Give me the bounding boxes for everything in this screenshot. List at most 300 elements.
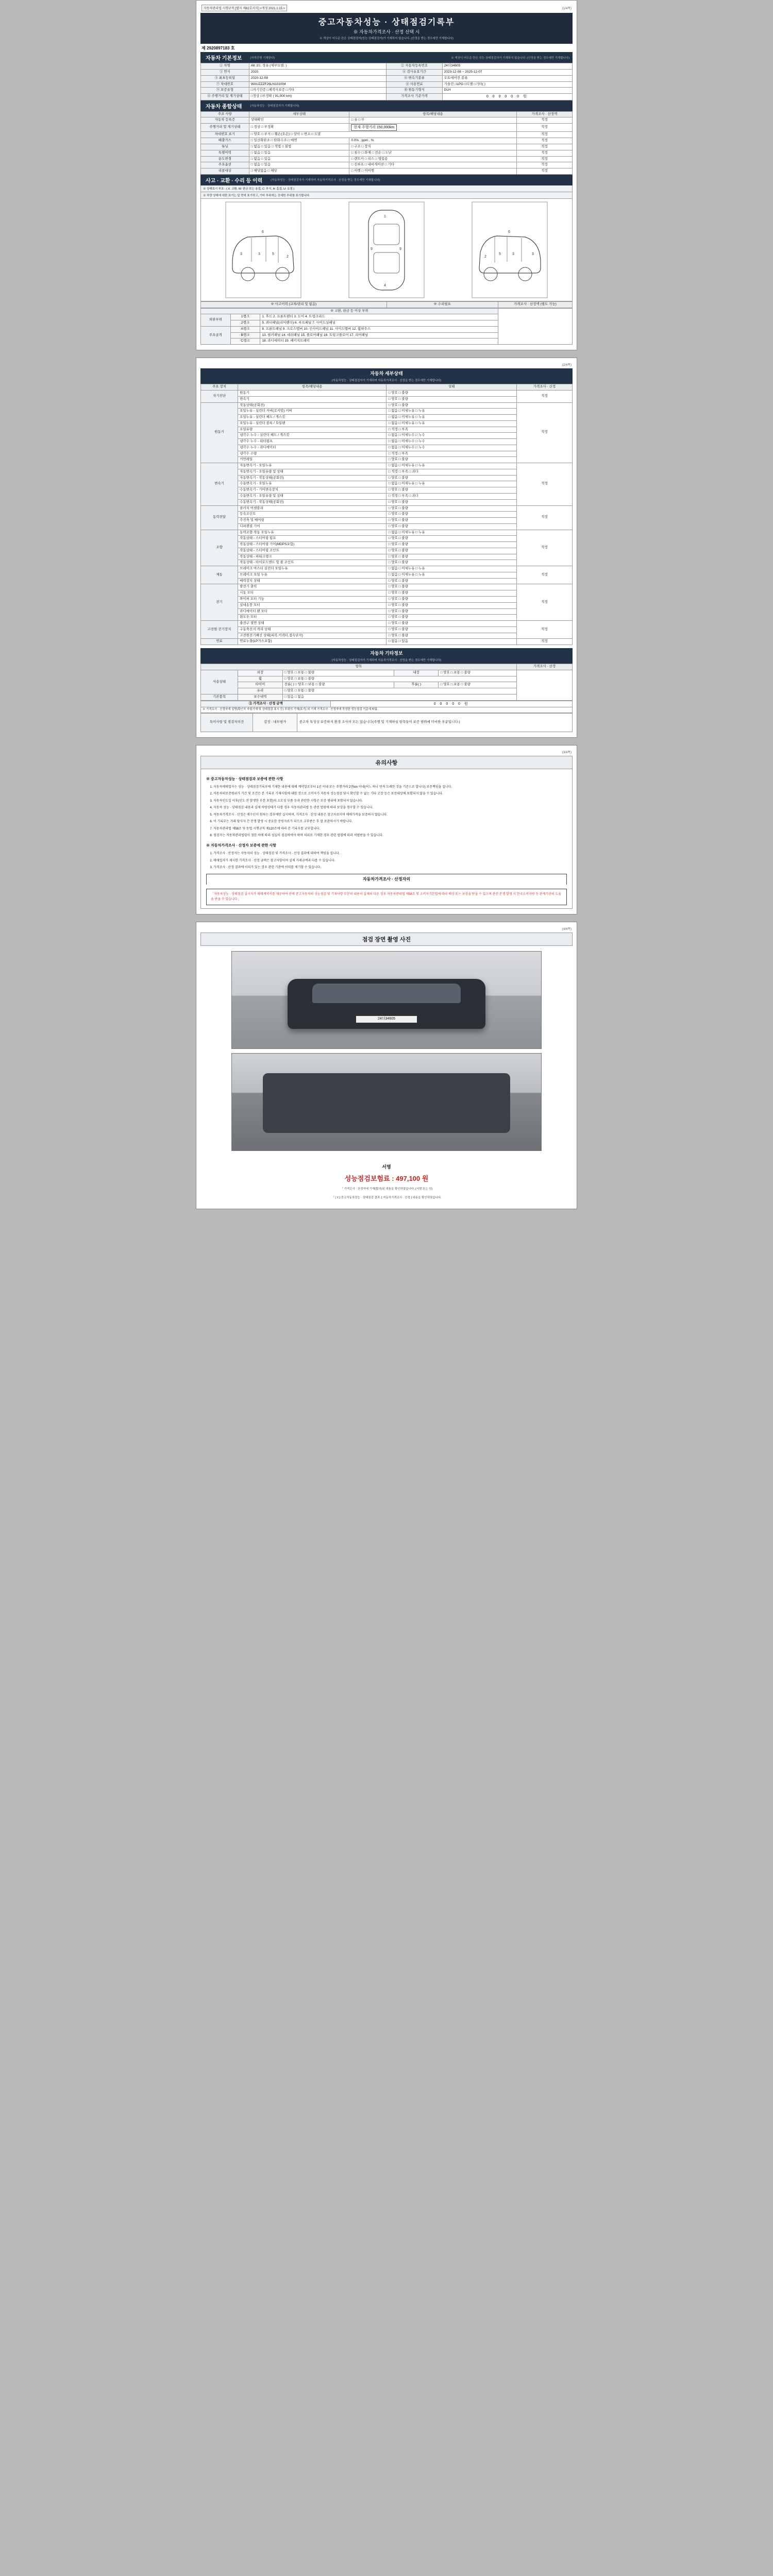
notice-item: 6. 이 기록부는 거래 당사자 간 분쟁 발생 시 중요한 증빙자료가 되므로 교부받은 후 잘 보관하시기 바랍니다. bbox=[213, 819, 567, 825]
detail-item-state[interactable]: □ 양호 □ 불량 bbox=[386, 518, 516, 524]
detail-item-label: 변속기 bbox=[238, 396, 386, 402]
detail-item-state[interactable]: □ 양호 □ 불량 bbox=[386, 505, 516, 512]
basic-value-5: 2020-12-08 bbox=[249, 75, 386, 81]
overall-key-9: 리콜대상 bbox=[201, 168, 249, 175]
detail-item-state[interactable]: □ 양호 □ 불량 bbox=[386, 578, 516, 584]
overall-sub-8[interactable]: □ 없음 □ 있음 bbox=[249, 162, 349, 168]
rank-items-4[interactable]: 13. 필러패널 14. 대쉬패널 15. 플로어패널 16. 트렁크플로어 17. 리어패널 bbox=[260, 332, 498, 338]
detail-item-label: 수동변속기 - 기어변속장치 bbox=[238, 487, 386, 494]
detail-item-label: 동력조향 작동 오일누유 bbox=[238, 530, 386, 536]
car-top-view-diagram bbox=[348, 201, 425, 299]
detail-state-table bbox=[200, 384, 573, 645]
license-plate: 24더34605 bbox=[356, 1015, 417, 1023]
svg-text:2: 2 bbox=[484, 255, 486, 259]
detail-col-3: 상태 bbox=[386, 384, 516, 391]
page-1 bbox=[196, 0, 577, 350]
table-row bbox=[201, 132, 573, 138]
detail-group-6: 전기 bbox=[201, 584, 238, 621]
overall-price-9: 적정 bbox=[516, 168, 572, 175]
other-price-cell bbox=[516, 670, 572, 700]
table-row bbox=[201, 124, 573, 132]
overall-state-table bbox=[200, 111, 573, 175]
notice-item: 1. 가격조사 · 산정자는 자동차의 성능 · 상태점검 및 가격조사 · 산정 결과에 대하여 책임을 집니다. bbox=[213, 851, 567, 857]
signature-label: 서명 bbox=[382, 1164, 391, 1170]
overall-sub-1[interactable]: 상태확인 bbox=[249, 117, 349, 124]
detail-item-label: 자동변속기 - 작동상태(공회전) bbox=[238, 475, 386, 481]
detail-item-label: 충전구 절연 상태 bbox=[238, 621, 386, 627]
detail-item-state[interactable]: □ 양호 □ 불량 bbox=[386, 542, 516, 548]
table-row bbox=[201, 168, 573, 175]
overall-sub-9[interactable]: □ 해당없음 □ 해당 bbox=[249, 168, 349, 175]
basic-section-note: ※ 색상이 어두운 란은 성능·상태점검자가 기재하지 않습니다. (산정을 받는 경우에만 기재합니다) bbox=[451, 56, 569, 60]
detail-item-state[interactable]: □ 없음 □ 미세누유 □ 누유 bbox=[386, 530, 516, 536]
basic-label-3: ③ 연식 bbox=[201, 70, 249, 76]
rank-label-4: B랭크 bbox=[230, 332, 260, 338]
table-row bbox=[201, 701, 573, 707]
detail-item-state[interactable]: □ 양호 □ 불량 bbox=[386, 396, 516, 402]
basic-value-11: □정상 □부정확 ( 91,000 km) bbox=[249, 94, 386, 100]
basic-value-1: AK 3도 경유 (세부모델: ) bbox=[249, 63, 386, 70]
page-title: 중고자동차성능 · 상태점검기록부 bbox=[318, 18, 455, 27]
table-row bbox=[201, 88, 573, 94]
page-2-header bbox=[200, 361, 573, 368]
page-4-header bbox=[200, 925, 573, 933]
table-row bbox=[201, 530, 573, 536]
detail-item-state[interactable]: □ 양호 □ 불량 bbox=[386, 554, 516, 560]
other-col-3: 가격조사 · 산정 bbox=[516, 664, 572, 670]
detail-item-state[interactable]: □ 양호 □ 불량 bbox=[386, 499, 516, 505]
overall-detail-1[interactable]: □ 유 □ 무 bbox=[349, 117, 516, 124]
detail-group-1: 원동기 bbox=[201, 402, 238, 463]
overall-detail-6[interactable]: □ 침수 □ 화재 □ 전손 □ 도난 bbox=[349, 150, 516, 156]
overall-key-3: 차대번호 표기 bbox=[201, 132, 249, 138]
table-row bbox=[201, 707, 573, 713]
photos-footnote-2: 「 [ Y ] 중고자동차성능 · 상태점검 결과, [ 자동차가격조사 · 산정 ] 내용을 확인하였습니다. bbox=[331, 1196, 442, 1199]
detail-price-cell: 적정 bbox=[516, 402, 572, 463]
detail-item-state[interactable]: □ 적정 □ 부족 bbox=[386, 427, 516, 433]
rank-label-1: 1랭크 bbox=[230, 314, 260, 320]
svg-text:5: 5 bbox=[498, 252, 501, 256]
vehicle-damage-diagram[interactable] bbox=[200, 199, 573, 301]
basic-value-6: 오토에어컨 종류 bbox=[442, 75, 572, 81]
detail-col-4: 가격조사 · 산정 bbox=[516, 384, 572, 391]
overall-col-3: 항목/해당내용 bbox=[349, 111, 516, 117]
overall-price-4: 적정 bbox=[516, 138, 572, 144]
overall-detail-9[interactable]: □ 이행 □ 미이행 bbox=[349, 168, 516, 175]
basic-value-10: DLH bbox=[442, 88, 572, 94]
table-header-row bbox=[201, 384, 573, 391]
other-group-1: 사용상태 bbox=[201, 670, 238, 694]
overall-price-5: 적정 bbox=[516, 144, 572, 150]
svg-text:3: 3 bbox=[258, 252, 261, 256]
overall-price-8: 적정 bbox=[516, 162, 572, 168]
special-sublabel: 감정 · 내부평가 bbox=[253, 713, 297, 732]
detail-item-state[interactable]: □ 양호 □ 불량 bbox=[386, 602, 516, 608]
detail-item-state[interactable]: □ 없음 □ 미세누유 □ 누유 bbox=[386, 463, 516, 469]
rank-items-2[interactable]: 5. 쿼터패널(리어펜더) 6. 루프패널 7. 사이드실패널 bbox=[260, 320, 498, 327]
basic-value-2: 24더34605 bbox=[442, 63, 572, 70]
basic-label-8: ⑧ 사용연료 bbox=[386, 81, 442, 88]
table-row bbox=[201, 639, 573, 645]
svg-text:9: 9 bbox=[370, 247, 373, 251]
table-row bbox=[201, 402, 573, 409]
detail-item-label: 디퍼렌셜 기어 bbox=[238, 523, 386, 530]
detail-item-state[interactable]: □ 없음 □ 미세누유 □ 누유 bbox=[386, 409, 516, 415]
other-state-4[interactable]: □ 양호 □ 보통 □ 불량 bbox=[282, 688, 516, 694]
table-row bbox=[201, 144, 573, 150]
table-row bbox=[201, 94, 573, 100]
other-state-3[interactable]: 전륜( ) □ 양호 □ 보통 □ 불량 bbox=[282, 682, 394, 688]
detail-item-label: 연료누출(LP가스포함) bbox=[238, 639, 386, 645]
rank-items-1[interactable]: 1. 후드 2. 프론트펜더 3. 도어 4. 트렁크리드 bbox=[260, 314, 498, 320]
detail-item-state[interactable]: □ 없음 □ 미세누유 □ 누유 bbox=[386, 572, 516, 578]
svg-text:3: 3 bbox=[512, 252, 514, 256]
detail-item-label: 냉각수 누수 - 워터펌프 bbox=[238, 439, 386, 445]
detail-price-cell: 적정 bbox=[516, 390, 572, 402]
overall-sub-5[interactable]: □ 없음 □ 있음 □ 적법 □ 불법 bbox=[249, 144, 349, 150]
section-band-accident bbox=[200, 175, 573, 185]
table-row bbox=[201, 117, 573, 124]
form-legal-note: 자동차관리법 시행규칙 [별지 제82호서식] <개정 2021.1.15.> bbox=[201, 5, 287, 11]
page-1-header bbox=[200, 4, 573, 13]
other-item-1b: 내장 bbox=[394, 670, 439, 676]
overall-detail-5[interactable]: □ 구조 □ 장치 bbox=[349, 144, 516, 150]
detail-item-state[interactable]: □ 없음 □ 미세누수 □ 누수 bbox=[386, 445, 516, 451]
detail-item-label: 냉각수 누수 - 실린더 헤드 / 개스킷 bbox=[238, 433, 386, 439]
notice-list-2 bbox=[213, 851, 567, 871]
svg-text:3: 3 bbox=[531, 252, 534, 256]
detail-item-label: 냉각수 수량 bbox=[238, 451, 386, 457]
detail-item-label: 수동변속기 - 작동상태(공회전) bbox=[238, 499, 386, 505]
other-item-3: 타이어 bbox=[238, 682, 283, 688]
rank-items-5[interactable]: 18. 라디에이터 19. 패키지트레이 bbox=[260, 338, 498, 345]
overall-price-2: 적정 bbox=[516, 124, 572, 132]
detail-item-label: 등속조인트 bbox=[238, 512, 386, 518]
detail-item-state[interactable]: □ 양호 □ 불량 bbox=[386, 487, 516, 494]
basic-value-9: □자기인증 □제작사보증 □기타 bbox=[249, 88, 386, 94]
table-row bbox=[201, 670, 573, 676]
table-row bbox=[201, 75, 573, 81]
detail-item-state[interactable]: □ 양호 □ 불량 bbox=[386, 390, 516, 396]
detail-item-state[interactable]: □ 없음 □ 미세누유 □ 누유 bbox=[386, 420, 516, 427]
page-number-2: (2/4쪽) bbox=[562, 364, 572, 367]
detail-item-label: 작동상태 - 스티어링 펌프 bbox=[238, 536, 386, 542]
basic-value-4: 2023-12-08 ~ 2025-12-07 bbox=[442, 70, 572, 76]
other-item-4: 유리 bbox=[238, 688, 283, 694]
detail-item-label: 작동상태 - 타이로드엔드 및 볼 조인트 bbox=[238, 560, 386, 566]
notice-body bbox=[200, 769, 573, 909]
detail-item-label: 작동상태(공회전) bbox=[238, 402, 386, 409]
overall-sub-6[interactable]: □ 없음 □ 있음 bbox=[249, 150, 349, 156]
other-group-2: 기본품목 bbox=[201, 694, 238, 700]
table-row bbox=[201, 621, 573, 627]
detail-col-1: 주요 장치 bbox=[201, 384, 238, 391]
overall-price-6: 적정 bbox=[516, 150, 572, 156]
basic-value-7: WAUZZZF26LN101004 bbox=[249, 81, 386, 88]
svg-text:6: 6 bbox=[262, 230, 264, 234]
accident-note-2: ※ 차량 상태에 대한 표기는 앞 면에 표기하고, 기타 부위에는 상세한 부위를 표기합니다. bbox=[200, 192, 573, 199]
detail-section-subtitle: (자동차성능 · 상태점검자가 기재하며 자동차가격조사 · 산정을 받는 경우에만 기재합니다) bbox=[200, 378, 573, 384]
detail-item-state[interactable]: □ 양호 □ 불량 bbox=[386, 512, 516, 518]
overall-key-5: 튜닝 bbox=[201, 144, 249, 150]
overall-price-3: 적정 bbox=[516, 132, 572, 138]
other-state-2[interactable]: □ 양호 □ 보통 □ 불량 bbox=[282, 676, 516, 682]
other-state-1b[interactable]: □ 양호 □ 보통 □ 불량 bbox=[439, 670, 516, 676]
svg-text:3: 3 bbox=[240, 252, 243, 256]
inspection-photo-underbody[interactable] bbox=[231, 1053, 542, 1151]
overall-price-1: 적정 bbox=[516, 117, 572, 124]
detail-item-label: 와이퍼 모터 기능 bbox=[238, 597, 386, 603]
inspection-photo-front[interactable] bbox=[231, 951, 542, 1049]
svg-text:1: 1 bbox=[383, 214, 386, 218]
accident-legend-mid: ※ 수리필요 bbox=[386, 301, 498, 308]
overall-key-1: 자동차 등록증 bbox=[201, 117, 249, 124]
overall-sub-3[interactable]: □ 양호 □ 부식 □ 훼손(오손) □ 상이 □ 변조 □ 도말 bbox=[249, 132, 516, 138]
overall-sub-4[interactable]: □ 일산화탄소 □ 탄화수소 □ 매연 bbox=[249, 138, 349, 144]
table-row bbox=[201, 584, 573, 590]
other-item-1: 외장 bbox=[238, 670, 283, 676]
detail-item-label: 작동상태 - 스티어링 조인트 bbox=[238, 548, 386, 554]
detail-item-state[interactable]: □ 양호 □ 불량 bbox=[386, 633, 516, 639]
other-item-3b: 후륜( ) bbox=[394, 682, 439, 688]
detail-item-state[interactable]: □ 없음 □ 있음 bbox=[386, 639, 516, 645]
overall-detail-4[interactable]: 0.0% , ppm , % bbox=[349, 138, 516, 144]
notice-item: 2. 자동차의보증범위가 기간 및 조건은 본 기록부 기재사항에 대한 것으로 소비자가 자동차 성능점검 당시 확인할 수 없는 기타 고장 등은 보증대상에 포함되지 않을 수 있습니다. bbox=[213, 791, 567, 797]
notice-item: 3. 가격조사 · 산정 결과에 이의가 있는 경우 관련 기관에 이의를 제기할 수 있습니다. bbox=[213, 865, 567, 871]
detail-group-8: 연료 bbox=[201, 639, 238, 645]
detail-item-state[interactable]: □ 적정 □ 부족 bbox=[386, 451, 516, 457]
detail-item-label: 실내송풍 모터 bbox=[238, 602, 386, 608]
overall-col-2: 세부상태 bbox=[249, 111, 349, 117]
detail-item-label: 수동변속기 - 오일유량 및 상태 bbox=[238, 493, 386, 499]
detail-item-state[interactable]: □ 없음 □ 미세누수 □ 누수 bbox=[386, 433, 516, 439]
basic-label-1: ① 차명 bbox=[201, 63, 249, 70]
overall-key-8: 주요옵션 bbox=[201, 162, 249, 168]
document-number-label: 제 bbox=[201, 46, 206, 51]
basic-section-title: 자동차 기본정보 bbox=[206, 56, 242, 62]
detail-item-label: 발전기 출력 bbox=[238, 584, 386, 590]
svg-text:2: 2 bbox=[287, 255, 289, 259]
table-row bbox=[201, 63, 573, 70]
overall-sub-2[interactable]: □ 정상 □ 부정확 bbox=[249, 124, 349, 132]
table-row bbox=[201, 138, 573, 144]
rank-label-3: A랭크 bbox=[230, 326, 260, 332]
detail-item-label: 브레이크 마스터 실린더 오일누유 bbox=[238, 566, 386, 572]
notice-item: 7. 자동차관리법 제58조 및 동법 시행규칙 제120조에 따라 본 기록부를 교부합니다. bbox=[213, 826, 567, 832]
car-window-shape bbox=[312, 984, 461, 1003]
fee-note: ※ 가격조사 · 산정자에 설명(확인자 자필기재 및 상태점검 표시 등) 부위의 기재(표기) 외 기재 가격조사 · 산정자에 작성한 성능점검 기준에 따름 bbox=[201, 707, 573, 713]
notice-heading-1: ※ 중고자동차성능 · 상태점검과 보증에 관한 사항 bbox=[206, 777, 283, 781]
detail-item-label: 원동기 bbox=[238, 390, 386, 396]
basic-section-subtitle: (자격증명 기재한다) bbox=[250, 56, 275, 60]
detail-item-state[interactable]: □ 양호 □ 불량 bbox=[386, 615, 516, 621]
document-title-block bbox=[200, 13, 573, 44]
detail-item-state[interactable]: □ 없음 □ 미세누수 □ 누수 bbox=[386, 439, 516, 445]
fee-value: 0 0 0 0 0 원 bbox=[331, 701, 573, 707]
detail-item-label: 오일누유 - 실린더 블록 / 오일팬 bbox=[238, 420, 386, 427]
table-header-row bbox=[201, 664, 573, 670]
table-row bbox=[201, 566, 573, 572]
detail-item-label: 작동상태 - 스티어링 기어(MDPS포함) bbox=[238, 542, 386, 548]
overall-section-title: 자동차 종합상태 bbox=[206, 104, 242, 110]
detail-item-label: 커먼레일 bbox=[238, 457, 386, 463]
notice-list-1 bbox=[213, 785, 567, 839]
detail-item-state[interactable]: □ 양호 □ 불량 bbox=[386, 402, 516, 409]
page-subtitle: ※ 자동차가격조사 · 산정 선택 시 bbox=[353, 29, 420, 35]
detail-item-state[interactable]: □ 양호 □ 불량 bbox=[386, 626, 516, 633]
accident-price-cell bbox=[498, 308, 572, 345]
table-row bbox=[201, 70, 573, 76]
detail-item-state[interactable]: □ 적정 □ 부족 □ 과다 bbox=[386, 493, 516, 499]
notice-item: 4. 자동차 성능 · 상태점검 내용과 실제 차량상태가 다를 경우 자동차관리법 등 관련 법령에 따라 보상을 청구할 수 있습니다. bbox=[213, 805, 567, 811]
rank-items-3[interactable]: 8. 프론트패널 9. 크로스멤버 10. 인사이드패널 11. 사이드멤버 12. 휠하우스 bbox=[260, 326, 498, 332]
rank-label-2: 2랭크 bbox=[230, 320, 260, 327]
table-row bbox=[201, 81, 573, 88]
detail-item-label: 냉각수 누수 - 라디에이터 bbox=[238, 445, 386, 451]
detail-item-state[interactable]: □ 양호 □ 불량 bbox=[386, 584, 516, 590]
car-underbody-shape bbox=[263, 1073, 510, 1133]
detail-item-label: 오일유량 bbox=[238, 427, 386, 433]
table-row bbox=[201, 463, 573, 469]
detail-section-title: 자동차 세부상태 bbox=[200, 368, 573, 378]
notice-item: 3. 자동차인도일 이후(인도 전 발생한 부분 포함)의 소모성 부품 등과 관련한 사항은 보증 범위에 포함되지 않습니다. bbox=[213, 799, 567, 804]
detail-item-state[interactable]: □ 양호 □ 불량 bbox=[386, 523, 516, 530]
table-row bbox=[201, 713, 573, 732]
notice-item: 5. 자동차가격조사 · 산정은 매수인이 원하는 경우에만 실시하며, 가격조사 · 산정 내용은 참고자료이며 매매가격을 보증하지 않습니다. bbox=[213, 812, 567, 818]
other-state-5[interactable]: □ 있음 □ 없음 bbox=[282, 694, 516, 700]
detail-item-label: 구동축전지 격리 상태 bbox=[238, 626, 386, 633]
accident-section-subtitle: (자동차성능 · 상태점검자가 기재하며 자동차가격조사 · 산정을 받는 경우에만 기재합니다) bbox=[271, 179, 380, 182]
basic-label-9: ⑨ 보증유형 bbox=[201, 88, 249, 94]
page-title-note: ※ 색상이 어두운 란은 상태점검자(성능·상태점검자)가 기재하지 않습니다. (산정을 받는 경우에만 기재합니다) bbox=[320, 37, 453, 40]
svg-text:5: 5 bbox=[272, 252, 275, 256]
detail-item-label: 오일누유 - 실린더 커버(로커암) 커버 bbox=[238, 409, 386, 415]
detail-item-label: 추진축 및 베어링 bbox=[238, 518, 386, 524]
overall-detail-7[interactable]: □ 렌트카 □ 리스 □ 영업용 bbox=[349, 156, 516, 162]
svg-text:9: 9 bbox=[399, 247, 401, 251]
detail-item-state[interactable]: □ 양호 □ 불량 bbox=[386, 560, 516, 566]
detail-item-state[interactable]: □ 양호 □ 불량 bbox=[386, 597, 516, 603]
overall-price-7: 적정 bbox=[516, 156, 572, 162]
detail-item-label: 오일누유 - 실린더 헤드 / 개스킷 bbox=[238, 415, 386, 421]
detail-item-label: 라디에이터 팬 모터 bbox=[238, 608, 386, 615]
detail-group-0: 자기진단 bbox=[201, 390, 238, 402]
svg-text:6: 6 bbox=[508, 230, 510, 234]
overall-detail-8[interactable]: □ 선루프 □ 내비게이션 □ 기타 bbox=[349, 162, 516, 168]
fee-summary-table bbox=[200, 701, 573, 713]
detail-price-cell: 적정 bbox=[516, 639, 572, 645]
notice-item: 1. 자동차매매업자는 성능 · 상태점검기록부에 기재한 내용에 대해 계약일로부터 1년 이내 또는 주행거리 2만km 이내(어느 하나 먼저 도래한 것을 기준으로 합니다) 보증책임을 집니다. bbox=[213, 785, 567, 790]
other-item-2: 휠 bbox=[238, 676, 283, 682]
other-state-3b[interactable]: □ 양호 □ 보통 □ 불량 bbox=[439, 682, 516, 688]
detail-col-2: 항목/해당내용 bbox=[238, 384, 386, 391]
page-number-3: (3/4쪽) bbox=[562, 751, 572, 754]
basic-label-12: 가격조사 기준가격 bbox=[386, 94, 442, 100]
document-number-suffix: 호 bbox=[230, 46, 235, 51]
accident-detail-title: ※ 교환, 판금 등 이상 부위 bbox=[201, 308, 498, 314]
other-col-1: 항목 bbox=[201, 664, 517, 670]
detail-item-state[interactable]: □ 없음 □ 미세누유 □ 누유 bbox=[386, 481, 516, 487]
accident-rank-table bbox=[200, 308, 573, 345]
detail-item-state[interactable]: □ 양호 □ 불량 bbox=[386, 548, 516, 554]
basic-label-2: ② 자동차등록번호 bbox=[386, 63, 442, 70]
special-notes-table bbox=[200, 713, 573, 732]
basic-label-7: ⑦ 차대번호 bbox=[201, 81, 249, 88]
notice-item: 8. 점검자는 자동차관리법령이 정한 바에 따라 성실히 점검하여야 하며 허위로 기재한 경우 관련 법령에 따라 처벌받을 수 있습니다. bbox=[213, 833, 567, 839]
accident-section-title: 사고 · 교환 · 수리 등 이력 bbox=[206, 178, 263, 184]
rank-group-2: 주요골격 bbox=[201, 326, 231, 344]
basic-info-table bbox=[200, 63, 573, 100]
overall-col-4: 가격조사 · 산정액 bbox=[516, 111, 572, 117]
page-4 bbox=[196, 922, 577, 1209]
detail-price-cell: 적정 bbox=[516, 530, 572, 566]
detail-item-state[interactable]: □ 없음 □ 미세누유 □ 누유 bbox=[386, 415, 516, 421]
rank-label-5: C랭크 bbox=[230, 338, 260, 345]
notice-box-title: 자동차가격조사 · 산정자의 bbox=[206, 874, 567, 885]
detail-item-state[interactable]: □ 양호 □ 불량 bbox=[386, 475, 516, 481]
section-band-overall bbox=[200, 100, 573, 111]
detail-group-3: 동력전달 bbox=[201, 505, 238, 530]
detail-item-label: 수동변속기 - 오일누유 bbox=[238, 481, 386, 487]
other-section-title: 자동차 기타정보 bbox=[200, 648, 573, 658]
detail-item-label: 고전원전기배선 상태(피복,커넥터,접속단자) bbox=[238, 633, 386, 639]
accident-legend-right: 가격조사 · 산정액 (별도 가능) bbox=[498, 301, 572, 308]
special-text[interactable]: 중고차 특성상 보증하지 환경 조사의 모든 있습니다(주행 및 기재하실 항목들이 보증 범위에 미비한 부분입니다.) bbox=[297, 713, 573, 732]
document-number-value: 2920897183 bbox=[206, 46, 230, 51]
basic-label-5: ⑤ 최초등록일 bbox=[201, 75, 249, 81]
detail-group-4: 조향 bbox=[201, 530, 238, 566]
table-header-row bbox=[201, 301, 573, 308]
detail-item-label: 시동 모터 bbox=[238, 590, 386, 597]
photos-title: 점검 장면 촬영 사진 bbox=[200, 933, 573, 946]
detail-item-state[interactable]: □ 양호 □ 불량 bbox=[386, 608, 516, 615]
basic-label-11: ⑪ 주행거리 및 계기상태 bbox=[201, 94, 249, 100]
table-row bbox=[201, 150, 573, 156]
basic-value-3: 2020 bbox=[249, 70, 386, 76]
notice-item: 2. 매매업자가 제시한 가격조사 · 산정 금액은 참고사항이며 실제 거래금액과 다를 수 있습니다. bbox=[213, 858, 567, 864]
fee-label: ③ 가격조사 · 산정 금액 bbox=[201, 701, 331, 707]
basic-label-10: ⑩ 원동기형식 bbox=[386, 88, 442, 94]
overall-key-2: 주행거리 및 계기상태 bbox=[201, 124, 249, 132]
detail-item-label: 클러치 어셈블리 bbox=[238, 505, 386, 512]
detail-price-cell: 적정 bbox=[516, 584, 572, 621]
overall-col-1: 주요 사항 bbox=[201, 111, 249, 117]
basic-value-12: 0 0 0 0 0 0 원 bbox=[442, 94, 572, 100]
notice-title: 유의사항 bbox=[200, 756, 573, 769]
detail-item-state[interactable]: □ 적정 □ 부족 □ 과다 bbox=[386, 469, 516, 475]
detail-item-label: 윈도우 모터 bbox=[238, 615, 386, 621]
detail-item-state[interactable]: □ 양호 □ 불량 bbox=[386, 621, 516, 627]
detail-item-state[interactable]: □ 양호 □ 불량 bbox=[386, 590, 516, 597]
overall-section-subtitle: (자동차성능 · 상태점검자가 기재합니다) bbox=[250, 105, 299, 108]
table-row bbox=[201, 162, 573, 168]
page-2 bbox=[196, 358, 577, 737]
other-item-5: 보수내역 bbox=[238, 694, 283, 700]
other-state-1[interactable]: □ 양호 □ 보통 □ 불량 bbox=[282, 670, 394, 676]
overall-key-4: 배출가스 bbox=[201, 138, 249, 144]
basic-label-4: ④ 검사유효기간 bbox=[386, 70, 442, 76]
detail-item-state[interactable]: □ 없음 □ 미세누유 □ 누유 bbox=[386, 566, 516, 572]
section-band-basic bbox=[200, 52, 573, 63]
table-row bbox=[201, 308, 573, 314]
overall-key-7: 용도변경 bbox=[201, 156, 249, 162]
document-number-row bbox=[200, 44, 573, 52]
table-header-row bbox=[201, 111, 573, 117]
overall-sub-7[interactable]: □ 없음 □ 있음 bbox=[249, 156, 349, 162]
notice-box-text: 「자동차성능 · 상태점검 실시자가 매매계약서를 제공하여 판매 중고자동차의 성능점검 및 기재사항 부분의 내용이 실제와 다른 경우 자동차관리법 제58조 및 소비자기본법에 따라 배상 또는 보상을 받을 수 있으며 관련 분쟁 발생 시 한국소비자원 등 관계기관의 도움을 받을 수 있습니다.」 bbox=[206, 889, 567, 905]
detail-item-state[interactable]: □ 양호 □ 불량 bbox=[386, 457, 516, 463]
detail-item-state[interactable]: □ 양호 □ 불량 bbox=[386, 536, 516, 542]
